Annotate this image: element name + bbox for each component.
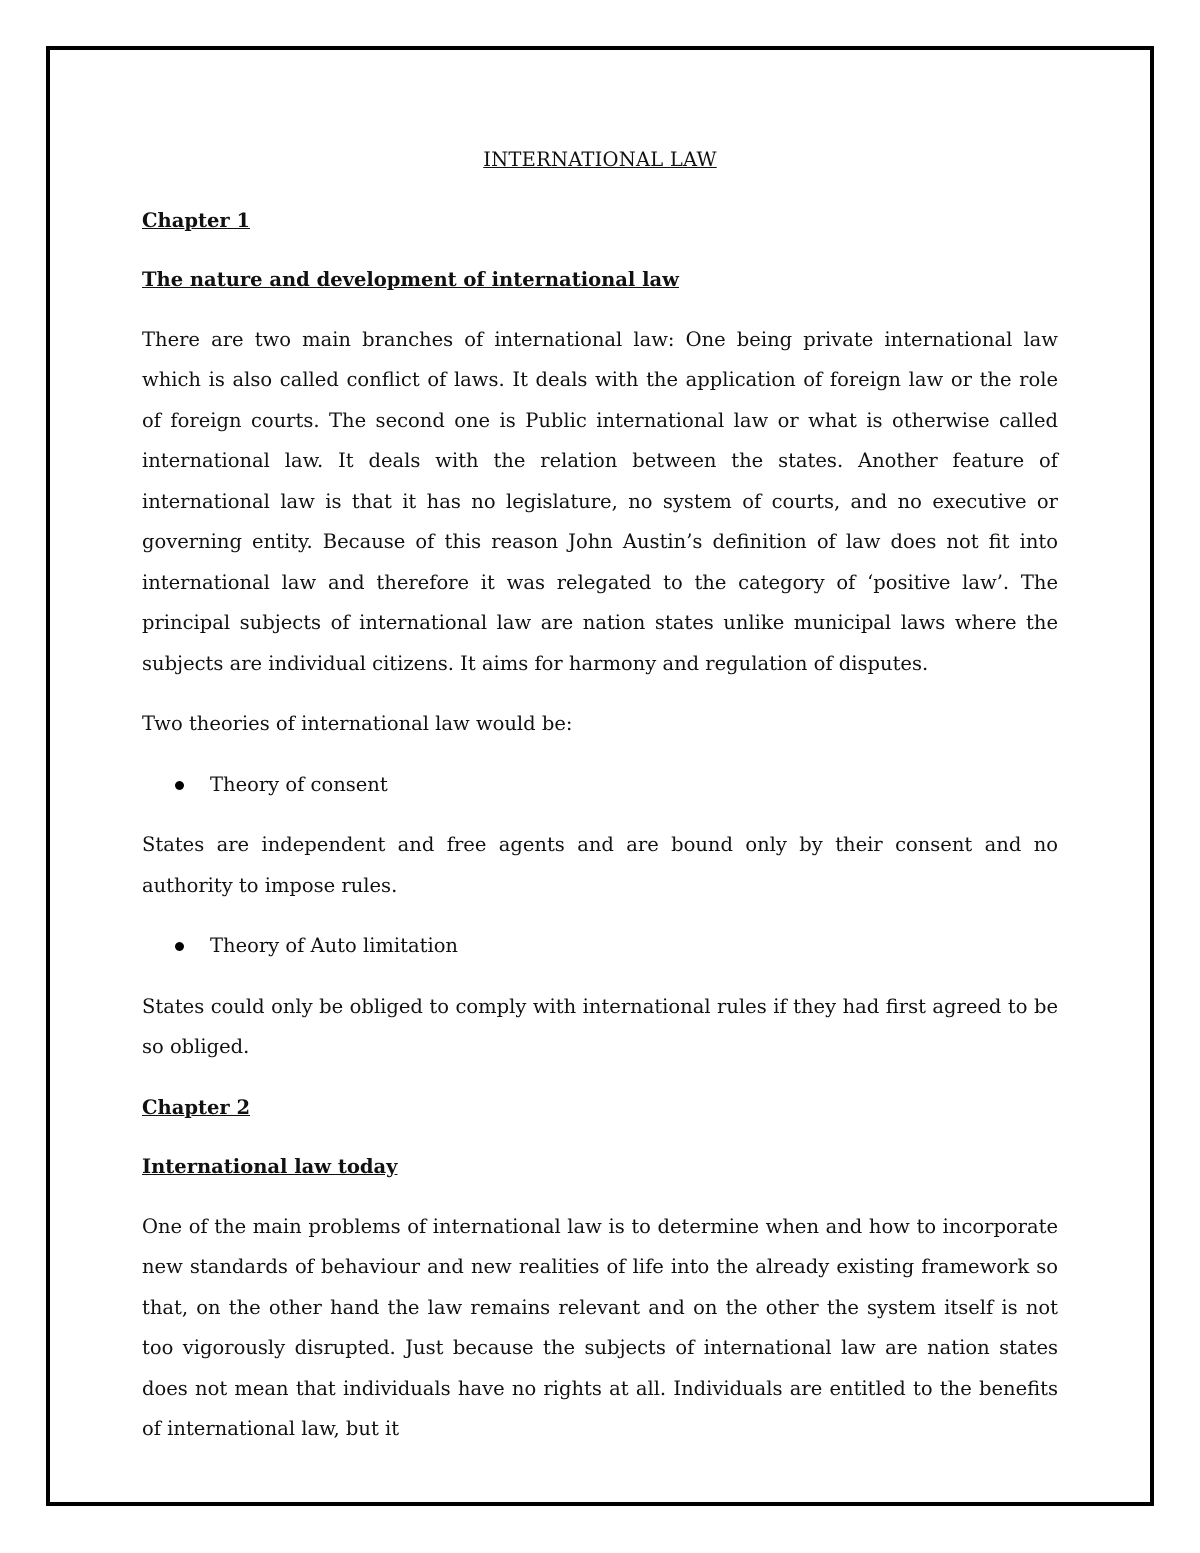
theory-auto-limitation-text: States could only be obliged to comply with international rules if they had first agreed to be so obliged.	[142, 994, 1058, 1058]
bullet-icon	[175, 781, 184, 790]
chapter-2-heading: International law today	[142, 1155, 398, 1178]
list-item	[142, 765, 1058, 806]
chapter-2-label: Chapter 2	[142, 1095, 251, 1119]
theory-list-1	[142, 765, 1058, 806]
chapter-2-paragraph: One of the main problems of international law is to determine when and how to incorporate new standards of behaviour and new realities of life into the already existing framework so that, on the other hand the law remains relevant and on the other the system itself is not too vigorously disrupted. Just because the subjects of international law are nation states does not mean that individuals have no rights at all. Individuals are entitled to the benefits of international law, but it	[142, 1214, 1058, 1440]
theories-intro: Two theories of international law would be:	[142, 712, 573, 735]
theory-auto-limitation-label: Theory of Auto limitation	[210, 934, 458, 957]
chapter-1-label: Chapter 1	[142, 208, 251, 232]
bullet-icon	[175, 942, 184, 951]
chapter-1-heading: The nature and development of international law	[142, 268, 679, 291]
document-title: INTERNATIONAL LAW	[483, 148, 717, 171]
theory-consent-label: Theory of consent	[210, 772, 388, 796]
document-body	[142, 140, 1058, 1470]
theory-consent-text: States are independent and free agents and are bound only by their consent and no authority to impose rules.	[142, 833, 1058, 897]
theory-list-2	[142, 926, 1058, 967]
chapter-1-paragraph: There are two main branches of international law: One being private international law which is also called conflict of laws. It deals with the application of foreign law or the role of foreign courts. The second one is Public international law or what is otherwise called international law. It deals with the relation between the states. Another feature of international law is that it has no legislature, no system of courts, and no executive or governing entity. Because of this reason John Austin’s definition of law does not fit into international law and therefore it was relegated to the category of ‘positive law’. The principal subjects of international law are nation states unlike municipal laws where the subjects are individual citizens. It aims for harmony and regulation of disputes.	[142, 327, 1058, 675]
list-item	[142, 926, 1058, 967]
